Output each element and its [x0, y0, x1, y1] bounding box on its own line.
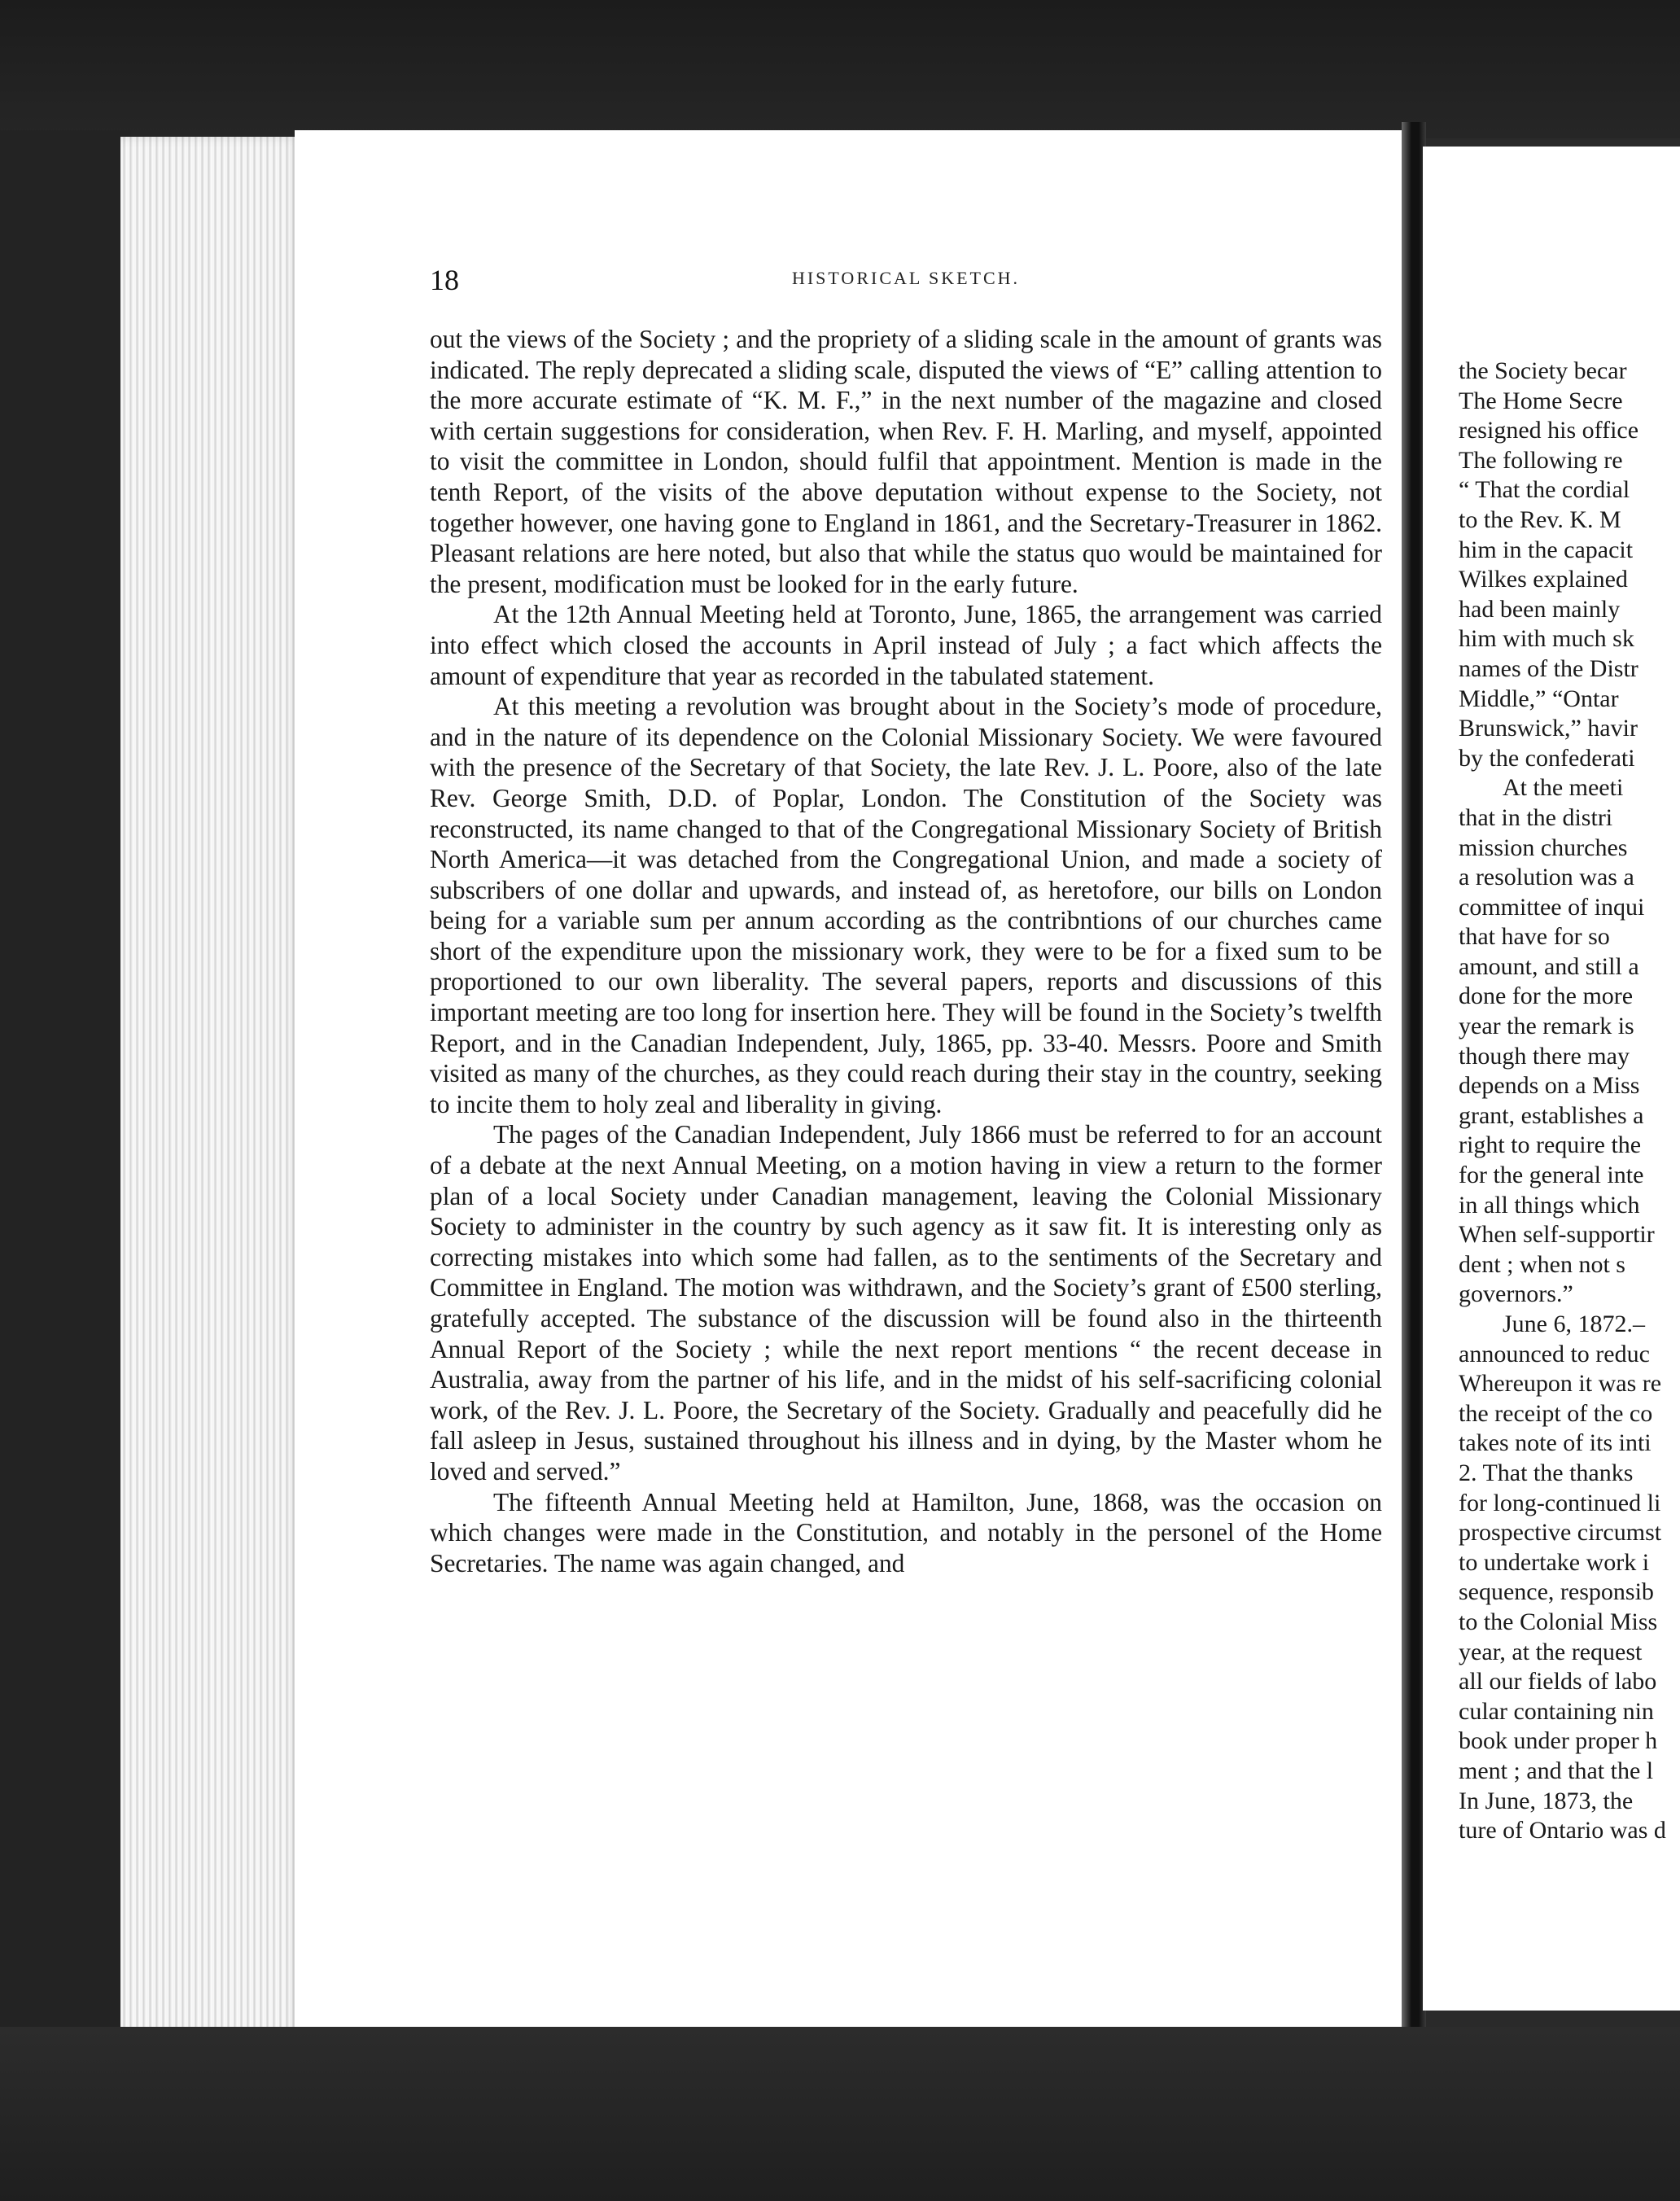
facing-page-line: him with much sk — [1459, 625, 1634, 653]
facing-page-line: When self-supportir — [1459, 1221, 1655, 1249]
facing-page-line: that in the distri — [1459, 803, 1613, 831]
facing-page-text — [1459, 357, 1680, 1846]
facing-page-line: The Home Secre — [1459, 387, 1623, 414]
facing-page-line: year the remark is — [1459, 1013, 1634, 1040]
paragraph: At the 12th Annual Meeting held at Toronto, June, 1865, the arrangement was carried into effect which closed the accounts in April instead of July ; a fact which affects the amount of expenditure that year as recorded in the tabulated statement. — [430, 600, 1382, 690]
facing-page-line: to undertake work i — [1459, 1548, 1650, 1576]
paragraph: The fifteenth Annual Meeting held at Hamilton, June, 1868, was the occasion on which changes were made in the Constitution, and notably in the personel of the Home Secretaries. The name was again changed, and — [430, 1487, 1382, 1577]
facing-page-line: names of the Distr — [1459, 654, 1638, 682]
facing-page-line: In June, 1873, the — [1459, 1787, 1634, 1814]
facing-page-line: governors.” — [1459, 1280, 1573, 1308]
paragraph: The pages of the Canadian Independent, July 1866 must be referred to for an account of a debate at the next Annual Meeting, on a motion having in view a return to the former plan of a local Society under Canadian management, leaving the Colonial Missionary Society to administer in the country by such agency as it saw fit. It is interesting only as correcting mistakes into which some had fallen, as to the sentiments of the Secretary and Committee in England. The motion was withdrawn, and the Society’s grant of £500 sterling, gratefully accepted. The substance of the discussion will be found also in the thirteenth Annual Report of the Society ; while the next report mentions “ the recent decease in Australia, away from the partner of his life, and in the midst of his self-sacrificing colonial work, of the Rev. J. L. Poore, the Secretary of the Society. Gradually and peacefully did he fall asleep in Jesus, sustained throughout his illness and in dying, by the Master whom he loved and served.” — [430, 1120, 1382, 1486]
facing-page-line: grant, establishes a — [1459, 1101, 1644, 1129]
facing-page-line: Middle,” “Ontar — [1459, 685, 1619, 712]
facing-page-line: that have for so — [1459, 923, 1610, 951]
facing-page-line: in all things which — [1459, 1191, 1640, 1219]
facing-page-line: June 6, 1872.– — [1503, 1311, 1645, 1337]
facing-page-line: The following re — [1459, 446, 1623, 474]
facing-page-line: to the Colonial Miss — [1459, 1608, 1658, 1635]
facing-page-line: At the meeti — [1503, 774, 1624, 802]
running-head — [430, 263, 1382, 295]
scan-background-bottom — [0, 2027, 1680, 2201]
running-head-title: HISTORICAL SKETCH. — [791, 268, 1021, 288]
facing-page-line: done for the more — [1459, 982, 1634, 1010]
facing-page-line: had been mainly — [1459, 595, 1621, 623]
facing-page-line: by the confederati — [1459, 744, 1635, 772]
page-number: 18 — [430, 264, 459, 296]
facing-page-line: for long-continued li — [1459, 1489, 1661, 1516]
left-page-text — [430, 324, 1382, 1578]
facing-page-line: committee of inqui — [1459, 893, 1645, 921]
facing-page-line: all our fields of labo — [1459, 1668, 1657, 1696]
scan-background — [0, 0, 1680, 138]
facing-page-line: resigned his office — [1459, 417, 1639, 444]
facing-page-line: 2. That the thanks — [1459, 1459, 1634, 1486]
facing-page-line: dent ; when not s — [1459, 1250, 1625, 1278]
paragraph: At this meeting a revolution was brought about in the Society’s mode of procedure, and in the nature of its dependence on the Colonial Missionary Society. We were favoured with the presence of the Secretary of that Society, the late Rev. J. L. Poore, also of the late Rev. George Smith, D.D. of Poplar, London. The Constitution of the Society was reconstructed, its name changed to that of the Congregational Missionary Society of British North America—it was detached from the Congregational Union, and made a society of subscribers of one dollar and upwards, and instead of, as heretofore, our bills on London being for a variable sum per annum according as the contribntions of our churches came short of the expenditure upon the missionary work, they were to be for a fixed sum to be proportioned to our own liberality. The several papers, reports and discussions of this important meeting are too long for insertion here. They will be found in the Society’s twelfth Report, and in the Canadian Independent, July, 1865, pp. 33-40. Messrs. Poore and Smith visited as many of the churches, as they could reach during their stay in the country, seeking to incite them to holy zeal and liberality in giving. — [430, 692, 1382, 1118]
facing-page-line: book under proper h — [1459, 1727, 1658, 1755]
paragraph: out the views of the Society ; and the propriety of a sliding scale in the amount of grants was indicated. The reply deprecated a sliding scale, disputed the views of “E” calling attention to the more accurate estimate of “K. M. F.,” in the next number of the magazine and closed with certain suggestions for consideration, when Rev. F. H. Marling, and myself, appointed to visit the committee in London, should fulfil that appointment. Mention is made in the tenth Report, of the visits of the above deputation without expense to the Society, not together however, one having gone to England in 1861, and the Secretary-Treasurer in 1862. Pleasant relations are here noted, but also that while the status quo would be maintained for the present, modification must be looked for in the early future. — [430, 325, 1382, 598]
facing-page-line: Whereupon it was re — [1459, 1370, 1662, 1398]
facing-page-line: depends on a Miss — [1459, 1072, 1640, 1100]
facing-page-line: cular containing nin — [1459, 1697, 1654, 1725]
facing-page-line: announced to reduc — [1459, 1340, 1650, 1367]
facing-page-line: the receipt of the co — [1459, 1399, 1653, 1427]
facing-page-line: prospective circumst — [1459, 1519, 1662, 1547]
facing-page-line: year, at the request — [1459, 1638, 1643, 1665]
facing-page-line: right to require the — [1459, 1131, 1642, 1159]
facing-page-line: ment ; and that the l — [1459, 1757, 1654, 1784]
facing-page-line: amount, and still a — [1459, 952, 1639, 980]
facing-page-line: Brunswick,” havir — [1459, 715, 1638, 742]
scan-background-left — [0, 130, 130, 2201]
page-edges — [120, 137, 301, 2038]
facing-page-line: for the general inte — [1459, 1162, 1644, 1189]
facing-page-line: the Society becar — [1459, 357, 1627, 384]
facing-page-line: to the Rev. K. M — [1459, 505, 1621, 533]
facing-page-line: though there may — [1459, 1042, 1630, 1070]
facing-page-line: mission churches — [1459, 834, 1628, 861]
facing-page-line: “ That the cordial — [1459, 476, 1630, 504]
facing-page-line: Wilkes explained — [1459, 566, 1628, 593]
facing-page-line: ture of Ontario was d — [1459, 1817, 1666, 1844]
facing-page-line: him in the capacit — [1459, 536, 1634, 563]
facing-page-line: sequence, responsib — [1459, 1578, 1654, 1606]
facing-page-line: a resolution was a — [1459, 864, 1634, 891]
facing-page-line: takes note of its inti — [1459, 1429, 1652, 1457]
